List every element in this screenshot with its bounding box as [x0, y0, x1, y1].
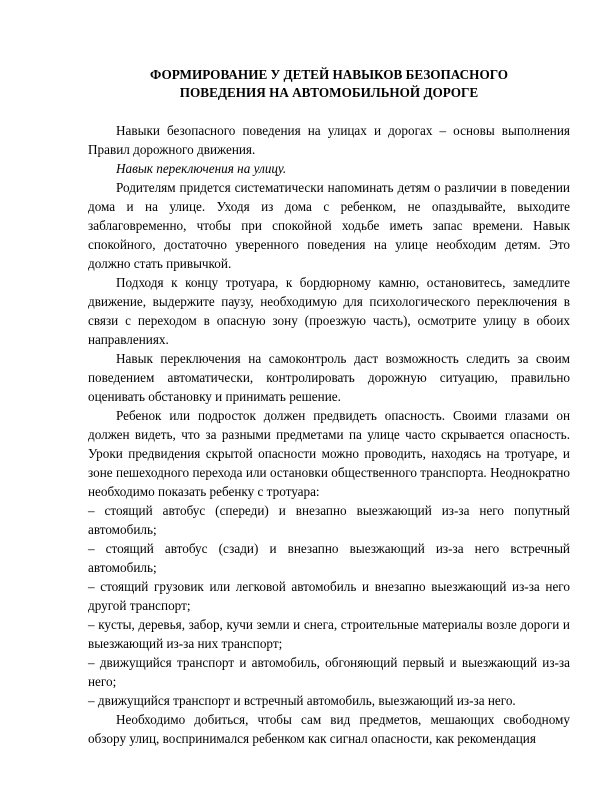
list-item: – движущийся транспорт и встречный автомобиль, выезжающий из-за него. — [88, 693, 516, 708]
paragraph-foresee-danger: Ребенок или подросток должен предвидеть опасность. Своими глазами он должен видеть, что за разными предметами па улице часто скрывается опасность. Уроки предвидения скрытой опасности можно проводить, находясь на тротуаре, и зоне пешеходного перехода или остановки общественного транспорта. Неоднократно необходимо показать ребенку с тротуара: — [88, 408, 570, 499]
document-page — [88, 66, 570, 748]
list-item: – стоящий автобус (спереди) и внезапно выезжающий из-за него попутный автомобиль; — [88, 503, 570, 537]
subheading-switching: Навык переключения на улицу. — [116, 161, 287, 176]
paragraph-intro: Навыки безопасного поведения на улицах и дорогах – основы выполнения Правил дорожного движения. — [88, 123, 570, 157]
title-line-1: ФОРМИРОВАНИЕ У ДЕТЕЙ НАВЫКОВ БЕЗОПАСНОГО — [149, 67, 509, 82]
document-title — [88, 66, 570, 102]
list-item: – стоящий грузовик или легковой автомобиль и внезапно выезжающий из-за него другой транспорт; — [88, 579, 570, 613]
list-item: – движущийся транспорт и автомобиль, обгоняющий первый и выезжающий из-за него; — [88, 655, 570, 689]
paragraph-self-control: Навык переключения на самоконтроль даст возможность следить за своим поведением автоматически, контролировать дорожную ситуацию, правильно оценивать обстановку и принимать решение. — [88, 351, 570, 404]
paragraph-final: Необходимо добиться, чтобы сам вид предметов, мешающих свободному обзору улиц, воспринимался ребенком как сигнал опасности, как рекомендация — [88, 712, 570, 746]
list-item: – стоящий автобус (сзади) и внезапно выезжающий из-за него встречный автомобиль; — [88, 541, 570, 575]
paragraph-curb: Подходя к концу тротуара, к бордюрному камню, остановитесь, замедлите движение, выдержите паузу, необходимую для психологического переключения в связи с переходом в опасную зону (проезжую часть), осмотрите улицу в обоих направлениях. — [88, 275, 570, 347]
list-item: – кусты, деревья, забор, кучи земли и снега, строительные материалы возле дороги и выезжающий из-за них транспорт; — [88, 617, 570, 651]
title-line-2: ПОВЕДЕНИЯ НА АВТОМОБИЛЬНОЙ ДОРОГЕ — [179, 85, 479, 100]
paragraph-parents: Родителям придется систематически напоминать детям о различии в поведении дома и на улице. Уходя из дома с ребенком, не опаздывайте, выходите заблаговременно, чтобы при спокойной ходьбе иметь запас времени. Навык спокойного, достаточно уверенного поведения на улице необходим детям. Это должно стать привычкой. — [88, 180, 570, 271]
